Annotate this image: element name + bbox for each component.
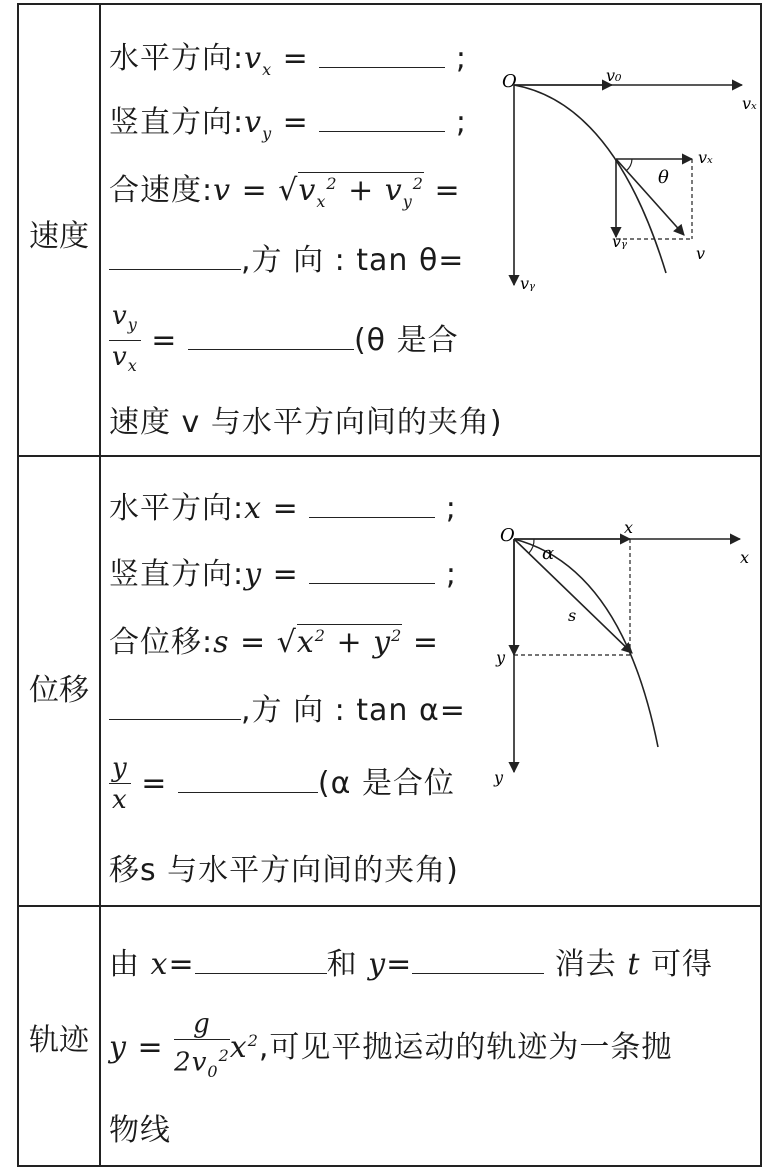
vx-vector-label: vₓ — [698, 148, 713, 167]
fraction-vy-vx: $\frac{v_y}{v_x}$ — [109, 301, 141, 382]
blank-vy[interactable] — [319, 105, 445, 132]
trajectory-text-suffix: ,可见平抛运动的轨迹为一条抛 — [258, 1029, 673, 1065]
displacement-resultant-line: 合位移:s = $√x^2 + y^2$ = — [109, 625, 439, 660]
y-tick-label: y — [496, 648, 506, 667]
vx-axis-label: vₓ — [742, 94, 757, 113]
blank-traj-x[interactable] — [195, 947, 327, 974]
displacement-ratio-line: $\frac{y}{x}$ = (α 是合位 — [109, 753, 455, 816]
fraction-g-2v0: $\frac{g}{2v_0^2}$ — [174, 1009, 230, 1081]
y-axis-label: y — [494, 768, 504, 787]
origin-label-2: O — [500, 525, 515, 546]
blank-y[interactable] — [309, 557, 435, 584]
trajectory-line-2: y = $\frac{g}{2v_0^2}$ $x^2$,可见平抛运动的轨迹为一条抛 — [109, 1009, 672, 1088]
row-divider-2 — [19, 905, 760, 907]
trajectory-line-3: 物线 — [109, 1113, 171, 1148]
trajectory-text-d: 可得 — [650, 947, 713, 982]
velocity-ratio-line: $\frac{v_y}{v_x}$ = (θ 是合 — [109, 301, 459, 382]
blank-vx[interactable] — [319, 41, 445, 68]
row-divider-1 — [19, 455, 760, 457]
displacement-horizontal-label: 水平方向: — [109, 491, 245, 526]
velocity-vertical-line: 竖直方向$:v_y$ = ; — [109, 105, 467, 143]
displacement-horizontal-line: 水平方向:x = ; — [109, 491, 457, 526]
theta-label: θ — [658, 167, 669, 188]
displacement-vertical-label: 竖直方向: — [109, 557, 245, 592]
velocity-note-line: 速度 v 与水平方向间的夹角) — [109, 405, 503, 440]
trajectory-text-c: 消去 — [554, 947, 617, 982]
velocity-resultant-line: 合速度:v = $√v_x^2 + v_y^2$ = — [109, 173, 461, 211]
velocity-direction-line — [109, 235, 464, 279]
x-tick-label: x — [624, 518, 634, 537]
vy-vector-label: vᵧ — [612, 232, 628, 251]
vy-axis-label: vᵧ — [520, 274, 536, 293]
trajectory-text-a: 由 — [109, 947, 140, 982]
x-axis-label: x — [740, 548, 750, 567]
displacement-note: (α 是合位 — [317, 766, 455, 801]
trajectory-curve-2 — [514, 539, 658, 747]
row-label-displacement: 位移 — [29, 673, 89, 708]
row-label-trajectory: 轨迹 — [29, 1023, 89, 1058]
displacement-direction-line — [109, 685, 466, 729]
column-divider — [99, 5, 101, 1165]
s-vector — [514, 539, 632, 653]
velocity-direction-label: ,方 向 : tan θ= — [241, 243, 465, 278]
trajectory-line-1: 由 x= 和 y= 消去 t 可得 — [109, 947, 713, 982]
velocity-diagram — [494, 63, 764, 303]
displacement-note-line: 移s 与水平方向间的夹角) — [109, 853, 459, 888]
fraction-y-x: $\frac{y}{x}$ — [109, 753, 131, 816]
blank-s[interactable] — [109, 693, 241, 720]
origin-label: O — [502, 71, 517, 92]
velocity-resultant-label: 合速度: — [109, 173, 214, 208]
trajectory-text-b: 和 — [326, 947, 358, 982]
trajectory-curve — [514, 85, 666, 273]
blank-x[interactable] — [309, 491, 435, 518]
theta-arc — [626, 159, 632, 171]
displacement-direction-label: ,方 向 : tan α= — [241, 693, 466, 728]
blank-tan-theta[interactable] — [188, 323, 354, 350]
displacement-resultant-label: 合位移: — [109, 625, 214, 660]
v-label: v — [696, 244, 706, 263]
blank-v[interactable] — [109, 243, 241, 270]
alpha-arc — [529, 539, 534, 553]
s-label: s — [568, 606, 577, 625]
row-label-velocity: 速度 — [29, 219, 89, 254]
blank-tan-alpha[interactable] — [178, 766, 318, 793]
velocity-note: (θ 是合 — [353, 323, 459, 359]
velocity-vertical-label: 竖直方向: — [109, 105, 245, 140]
v0-label: v₀ — [606, 66, 622, 85]
blank-traj-y[interactable] — [412, 947, 544, 974]
displacement-diagram — [492, 517, 762, 787]
info-table — [17, 3, 762, 1167]
velocity-horizontal-line: 水平方向$:v_x$ = ; — [109, 41, 467, 79]
displacement-vertical-line: 竖直方向:y = ; — [109, 557, 457, 592]
alpha-label: α — [542, 543, 555, 564]
velocity-horizontal-label: 水平方向: — [109, 41, 245, 76]
